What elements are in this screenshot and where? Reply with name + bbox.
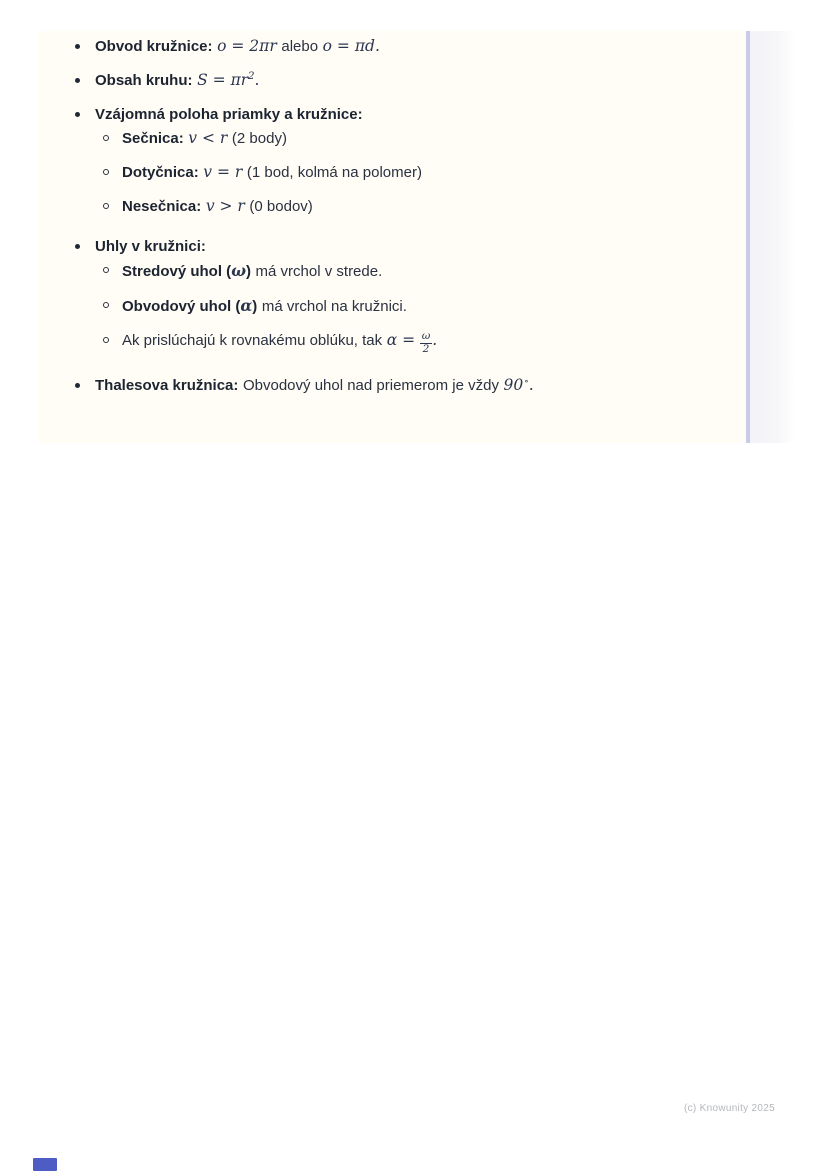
formula: v > r (205, 197, 245, 215)
angle-symbol: ω (231, 261, 246, 280)
item-text: (2 body) (231, 130, 287, 147)
formula: v = r (203, 163, 243, 181)
item-label: Dotyčnica: (122, 164, 199, 181)
list-item-tangent (38, 162, 744, 183)
formula-exponent: 2 (248, 71, 255, 82)
list-item-thales (38, 375, 744, 396)
item-label: Obsah kruhu: (95, 72, 193, 89)
period: . (528, 375, 534, 394)
item-label: ) (252, 298, 258, 315)
degree-icon: ∘ (524, 376, 529, 387)
fraction-numerator: ω (420, 331, 433, 344)
copyright-note: (c) Knowunity 2025 (683, 1103, 775, 1114)
item-label: Thalesova kružnica: (95, 376, 239, 394)
bullet-icon (75, 383, 80, 388)
fraction-denominator: 2 (422, 343, 430, 355)
list-item-central-angle (38, 260, 744, 282)
circle-bullet-icon (103, 337, 109, 343)
formula: α = (386, 331, 416, 349)
circle-bullet-icon (103, 169, 109, 175)
item-label: ) (245, 263, 251, 280)
circle-bullet-icon (103, 135, 109, 141)
period: . (432, 331, 438, 349)
list-item-angles-heading (38, 236, 744, 257)
formula: S = πr (197, 71, 249, 89)
bullet-icon (75, 244, 80, 249)
item-label: Obvod kružnice: (95, 38, 213, 55)
circle-bullet-icon (103, 302, 109, 308)
period: . (254, 71, 260, 89)
item-text: Ak prislúchajú k rovnakému oblúku, tak (122, 332, 383, 349)
list-item-circumference (38, 36, 744, 57)
item-label: Vzájomná poloha priamky a kružnice: (95, 106, 363, 123)
item-text: má vrchol na kružnici. (261, 298, 407, 315)
item-label: Obvodový uhol ( (122, 298, 241, 315)
item-label: Sečnica: (122, 130, 184, 147)
list-item-area (38, 70, 744, 91)
angle-symbol: α (240, 296, 253, 315)
page-side-shadow (750, 31, 796, 443)
list-item-same-arc-rule (38, 330, 744, 356)
list-item-line-circle-heading (38, 104, 744, 125)
circle-bullet-icon (103, 203, 109, 209)
item-text: (0 bodov) (249, 198, 313, 215)
list-item-nonsecant (38, 196, 744, 217)
item-text: má vrchol v strede. (255, 263, 383, 280)
item-label: Stredový uhol ( (122, 263, 232, 280)
item-label: Uhly v kružnici: (95, 238, 206, 255)
next-page-edge (33, 1158, 57, 1171)
formula: 90 (503, 375, 524, 394)
formula: v < r (188, 129, 228, 147)
bullet-icon (75, 78, 80, 83)
item-label: Nesečnica: (122, 198, 202, 215)
list-item-inscribed-angle (38, 295, 744, 317)
item-text: (1 bod, kolmá na polomer) (246, 164, 422, 181)
circle-bullet-icon (103, 267, 109, 273)
bullet-icon (75, 112, 80, 117)
formula: o = 2πr (217, 37, 277, 55)
notes-list (38, 36, 744, 409)
fraction (420, 331, 433, 356)
formula: o = πd. (322, 37, 380, 55)
item-text: Obvodový uhol nad priemerom je vždy (242, 376, 499, 394)
list-item-secant (38, 128, 744, 149)
bullet-icon (75, 44, 80, 49)
item-text: alebo (281, 38, 319, 55)
